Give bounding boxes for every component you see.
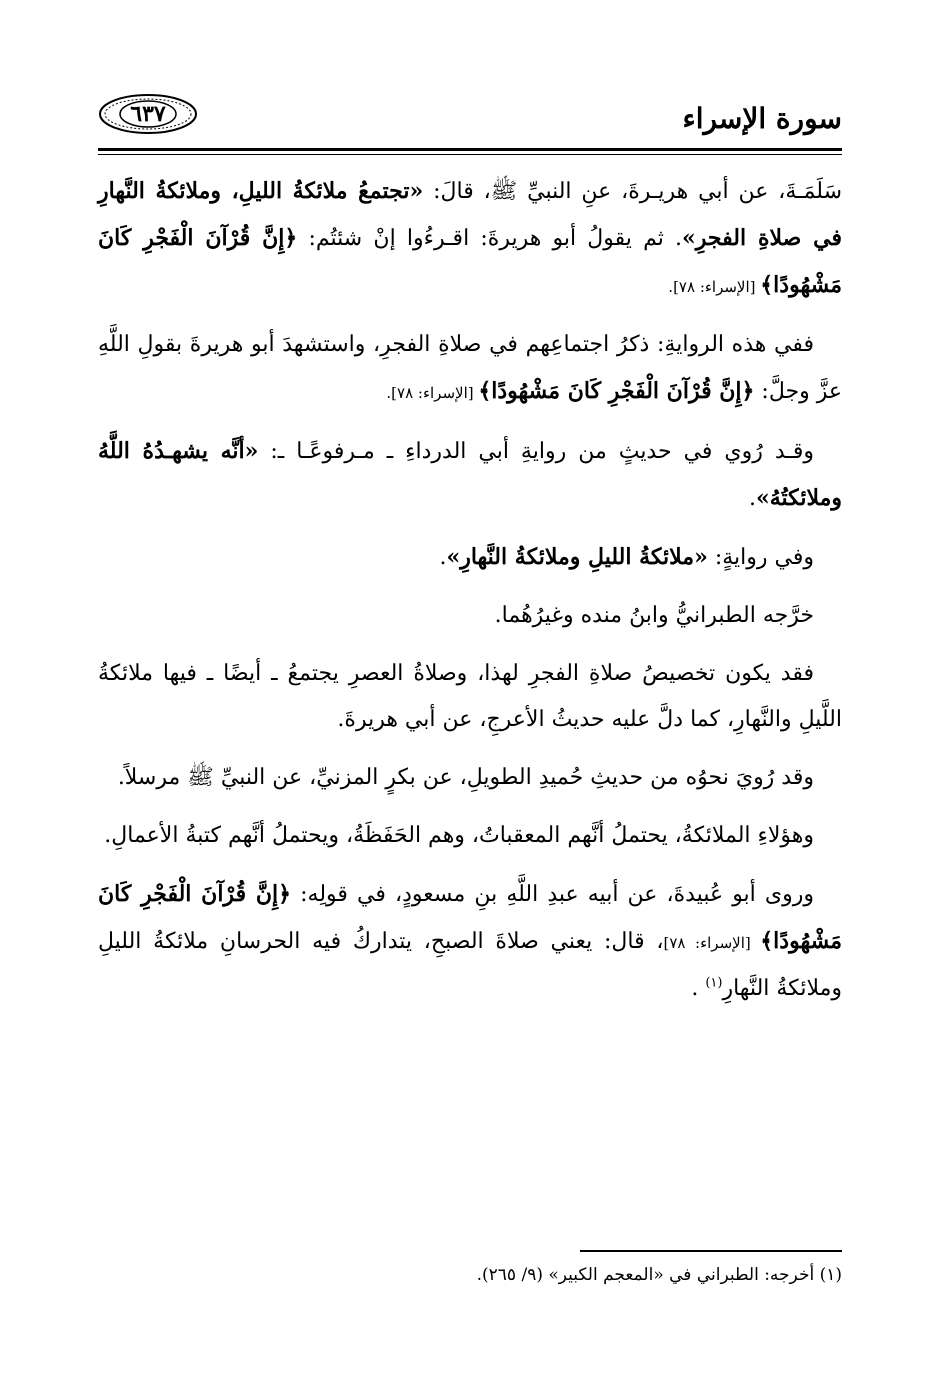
paragraph <box>98 168 842 310</box>
text-run: وروى أبو عُبيدةَ، عن أبيه عبدِ اللَّهِ بنِ مسعودٍ، في قولِه: <box>291 882 814 907</box>
page-header <box>98 88 842 148</box>
footnote-separator <box>580 1250 842 1252</box>
paragraph <box>98 534 842 581</box>
bold-quote: ﴿إِنَّ قُرْآنَ الْفَجْرِ كَانَ مَشْهُودًا﴾ <box>478 378 755 404</box>
text-run: خرَّجه الطبرانيُّ وابنُ منده وغيرُهُما. <box>494 603 814 628</box>
text-run: وهؤلاءِ الملائكةُ، يحتملُ أنَّهم المعقباتُ، وهم الحَفَظَةُ، ويحتملُ أنَّهم كتبةُ الأعمالِ. <box>104 823 814 848</box>
footnote: (١) أخرجه: الطبراني في «المعجم الكبير» (٩/ ٢٦٥). <box>476 1265 842 1285</box>
verse-reference: [الإسراء: ٧٨]. <box>668 278 761 296</box>
paragraph <box>98 322 842 416</box>
main-text <box>98 168 842 1024</box>
text-run: . ثم يقولُ أبو هريرةَ: اقـرءُوا إنْ شئتُم: <box>297 226 683 251</box>
text-run: فقد يكون تخصيصُ صلاةِ الفجرِ لهذا، وصلاةُ العصرِ يجتمعُ ـ أيضًا ـ فيها ملائكةُ اللَّيلِ والنَّهارِ، كما دلَّ عليه حديثُ الأعرجِ، عن أبي هريرةَ. <box>98 661 842 732</box>
bold-quote: «أنَّه يشهـدُهُ اللَّهُ وملائكتُهُ» <box>98 438 842 511</box>
footnote-marker: (١) <box>705 975 723 991</box>
header-rule <box>98 148 842 151</box>
bold-quote: «تجتمعُ ملائكةُ الليلِ، وملائكةُ النَّهارِ في صلاةِ الفجرِ» <box>98 178 842 251</box>
paragraph <box>98 593 842 639</box>
text-run: ففي هذه الروايةِ: ذكرُ اجتماعِهم في صلاةِ الفجرِ، واستشهدَ أبو هريرةَ بقولِ اللَّهِ عزَّ وجلَّ: <box>98 332 842 404</box>
paragraph <box>98 871 842 1012</box>
verse-reference: [الإسراء: ٧٨] <box>663 934 761 952</box>
page-number: ٦٣٧ <box>130 101 166 127</box>
page-number-badge <box>98 93 198 135</box>
verse-reference: [الإسراء: ٧٨]. <box>386 384 479 402</box>
paragraph <box>98 813 842 859</box>
bold-quote: ﴿إِنَّ قُرْآنَ الْفَجْرِ كَانَ مَشْهُودًا﴾ <box>98 225 842 298</box>
text-run: سَلَمَـةَ، عن أبي هريـرةَ، عنِ النبيِّ ﷺ، قالَ: <box>423 179 843 204</box>
bold-quote: «ملائكةُ الليلِ وملائكةُ النَّهارِ» <box>446 544 708 570</box>
paragraph <box>98 651 842 743</box>
text-run: . <box>691 976 706 1001</box>
bold-quote: ﴿إِنَّ قُرْآنَ الْفَجْرِ كَانَ مَشْهُودًا﴾ <box>98 881 842 954</box>
text-run: وفي روايةٍ: <box>707 545 814 570</box>
text-run: . <box>749 486 756 511</box>
header-rule-thin <box>98 154 842 155</box>
paragraph <box>98 755 842 801</box>
text-run: وقد رُويَ نحوُه من حديثِ حُميدِ الطويلِ، عن بكرٍ المزنيِّ، عن النبيِّ ﷺ مرسلاً. <box>117 765 814 790</box>
text-run: وقـد رُوي في حديثٍ من روايةِ أبي الدرداءِ ـ مـرفوعًـا ـ: <box>258 439 814 464</box>
text-run: ، قال: يعني صلاةَ الصبحِ، يتداركُ فيه الحرسانِ ملائكةُ الليلِ وملائكةُ النَّهارِ <box>98 929 842 1001</box>
paragraph <box>98 428 842 522</box>
surah-title: سورة الإسراء <box>682 102 842 135</box>
text-run: . <box>439 545 447 570</box>
